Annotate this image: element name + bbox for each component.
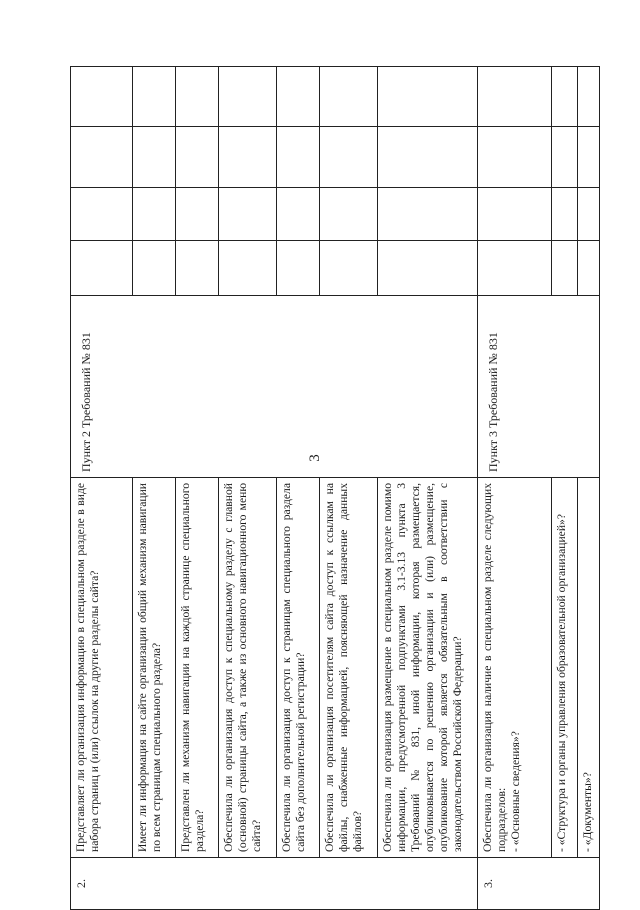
answer-cell[interactable]	[552, 67, 578, 127]
answer-cell[interactable]	[176, 241, 219, 296]
answer-cell[interactable]	[378, 127, 478, 188]
answer-cell[interactable]	[176, 188, 219, 241]
table-row	[133, 67, 176, 910]
question-cell: Обеспечила ли организация доступ к страницам специального раздела сайта без дополнительной регистрации?	[277, 478, 320, 858]
table-row	[378, 67, 478, 910]
answer-cell[interactable]	[478, 241, 552, 296]
table-row	[219, 67, 277, 910]
table-row	[578, 67, 600, 910]
answer-cell[interactable]	[320, 127, 378, 188]
answer-cell[interactable]	[219, 67, 277, 127]
answer-cell[interactable]	[219, 127, 277, 188]
answer-cell[interactable]	[133, 127, 176, 188]
answer-cell[interactable]	[552, 188, 578, 241]
question-cell: Обеспечила ли организация доступ к специальному разделу с главной (основной) страницы сайта, а также из основного навигационного меню сайта?	[219, 478, 277, 858]
table-row	[176, 67, 219, 910]
answer-cell[interactable]	[378, 188, 478, 241]
table-row	[71, 67, 133, 910]
answer-cell[interactable]	[219, 188, 277, 241]
answer-cell[interactable]	[133, 188, 176, 241]
question-cell: Обеспечила ли организация посетителям сайта доступ к ссылкам на файлы, снабженные информацией, поясняющей назначение данных файлов?	[320, 478, 378, 858]
answer-cell[interactable]	[578, 67, 600, 127]
answer-cell[interactable]	[277, 67, 320, 127]
answer-cell[interactable]	[71, 127, 133, 188]
answer-cell[interactable]	[277, 127, 320, 188]
question-cell: Представляет ли организация информацию в специальном разделе в виде набора страниц и (или) ссылок на другие разделы сайта?	[71, 478, 133, 858]
answer-cell[interactable]	[71, 67, 133, 127]
answer-cell[interactable]	[378, 67, 478, 127]
answer-cell[interactable]	[133, 241, 176, 296]
table-row	[478, 67, 552, 910]
question-cell: Представлен ли механизм навигации на каждой странице специального раздела?	[176, 478, 219, 858]
answer-cell[interactable]	[478, 188, 552, 241]
requirement-reference: Пункт 3 Требований № 831	[478, 296, 600, 478]
question-cell: Обеспечила ли организация размещение в специальном разделе помимо информации, предусмотренной подпунктами 3.1-3.13 пункта 3 Требований № 831, иной информации, которая размещается, опубликовывается по решению организации и (или) размещение, опубликование которой является обязательным в соответствии с законодательством Российской Федерации?	[378, 478, 478, 858]
answer-cell[interactable]	[320, 67, 378, 127]
answer-cell[interactable]	[133, 67, 176, 127]
question-cell: - «Документы»?	[578, 478, 600, 858]
answer-cell[interactable]	[378, 241, 478, 296]
answer-cell[interactable]	[277, 188, 320, 241]
answer-cell[interactable]	[478, 67, 552, 127]
answer-cell[interactable]	[320, 241, 378, 296]
answer-cell[interactable]	[176, 127, 219, 188]
table-row	[552, 67, 578, 910]
answer-cell[interactable]	[478, 127, 552, 188]
page-number: 3	[307, 454, 323, 462]
question-cell: Имеет ли информация на сайте организации общий механизм навигации по всем страницам специального раздела?	[133, 478, 176, 858]
table-row	[320, 67, 378, 910]
row-number: 2.	[71, 858, 478, 910]
answer-cell[interactable]	[176, 67, 219, 127]
answer-cell[interactable]	[552, 241, 578, 296]
requirement-reference: Пункт 2 Требований № 831	[71, 296, 478, 478]
answer-cell[interactable]	[578, 241, 600, 296]
answer-cell[interactable]	[219, 241, 277, 296]
checklist-table	[70, 66, 600, 910]
answer-cell[interactable]	[71, 188, 133, 241]
question-cell: Обеспечила ли организация наличие в специальном разделе следующих подразделов: - «Основные сведения»?	[478, 478, 552, 858]
table-row	[277, 67, 320, 910]
checklist-sheet	[70, 67, 594, 910]
answer-cell[interactable]	[277, 241, 320, 296]
answer-cell[interactable]	[71, 241, 133, 296]
answer-cell[interactable]	[578, 188, 600, 241]
answer-cell[interactable]	[552, 127, 578, 188]
row-number: 3.	[478, 858, 600, 910]
question-cell: - «Структура и органы управления образовательной организацией»?	[552, 478, 578, 858]
answer-cell[interactable]	[320, 188, 378, 241]
answer-cell[interactable]	[578, 127, 600, 188]
